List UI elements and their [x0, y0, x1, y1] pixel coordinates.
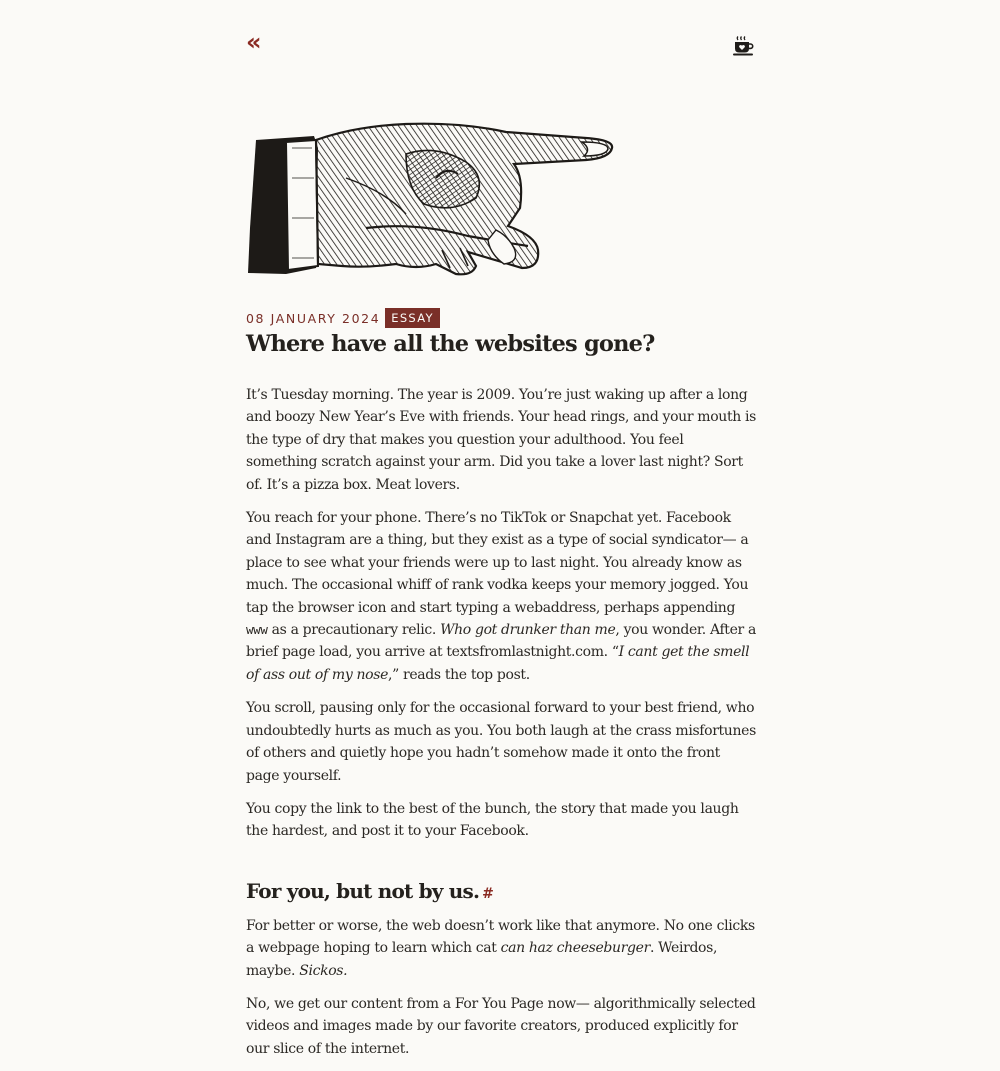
post-title: Where have all the websites gone? [246, 331, 655, 357]
text-run: . Weirdos, maybe. [246, 940, 718, 979]
post-date: 08 JANUARY 2024 [246, 310, 381, 326]
text-run: You reach for your phone. There’s no TikTok or Snapchat yet. Facebook and Instagram are a thing, but they exist as a type of social syndicator— a place to see what your friends were up to last night. You already know as much. The occasional whiff of rank vodka keeps your memory jogged. You tap the browser icon and start typing a web [246, 510, 749, 616]
text-run: , you wonder. After a brief page load, you arrive at textsfromlastnight.com. “ [246, 622, 756, 661]
top-navigation [246, 28, 754, 60]
paragraph-3: You scroll, pausing only for the occasional forward to your best friend, who undoubtedly hurts as much as you. You both laugh at the crass misfortunes of others and quietly hope you hadn’t somehow made it onto the front page yourself. [246, 700, 756, 784]
text-run: For better or worse, the web doesn’t work like that anymore. No one clicks a webpage hoping to learn which cat [246, 917, 755, 957]
paragraph-1: It’s Tuesday morning. The year is 2009. You’re just waking up after a long and boozy New Year’s Eve with friends. Your head rings, and your mouth is the type of dry that makes you question your adulthood. You feel something scratch against your arm. Did you take a lover last night? Sort of. It’s a pizza box. Meat lovers. [246, 387, 756, 493]
italic-phrase: can haz cheeseburger [500, 940, 650, 957]
italic-phrase: Sickos. [299, 962, 348, 979]
paragraph-4: You copy the link to the best of the bunch, the story that made you laugh the hardest, and post it to your Facebook. [246, 800, 739, 840]
quoted-post: I cant get the smell of ass out of my nose [246, 644, 750, 683]
italic-phrase: Who got drunker than me [440, 622, 616, 639]
paragraph-2 [246, 507, 756, 686]
text-run: ,” reads the top post. [388, 666, 530, 683]
inline-code: www [246, 622, 268, 638]
section-heading-text: For you, but not by us. [246, 878, 480, 903]
coffee-cup-icon[interactable] [733, 36, 754, 60]
back-home-link[interactable]: « [246, 28, 262, 56]
post-meta [246, 308, 440, 328]
text-run: address, perhaps appending [542, 599, 736, 616]
text-run: as a precautionary relic. [267, 622, 441, 639]
paragraph-6: No, we get our content from a For You Page now— algorithmically selected videos and images made by our favorite creators, produced explicitly for our slice of the internet. [246, 995, 756, 1057]
category-tag-essay[interactable]: ESSAY [385, 308, 440, 328]
pointing-hand-illustration [246, 118, 618, 280]
paragraph-5 [246, 915, 756, 982]
article-body [246, 384, 756, 1071]
section-heading [246, 879, 756, 903]
section-anchor-link[interactable]: # [482, 885, 494, 902]
